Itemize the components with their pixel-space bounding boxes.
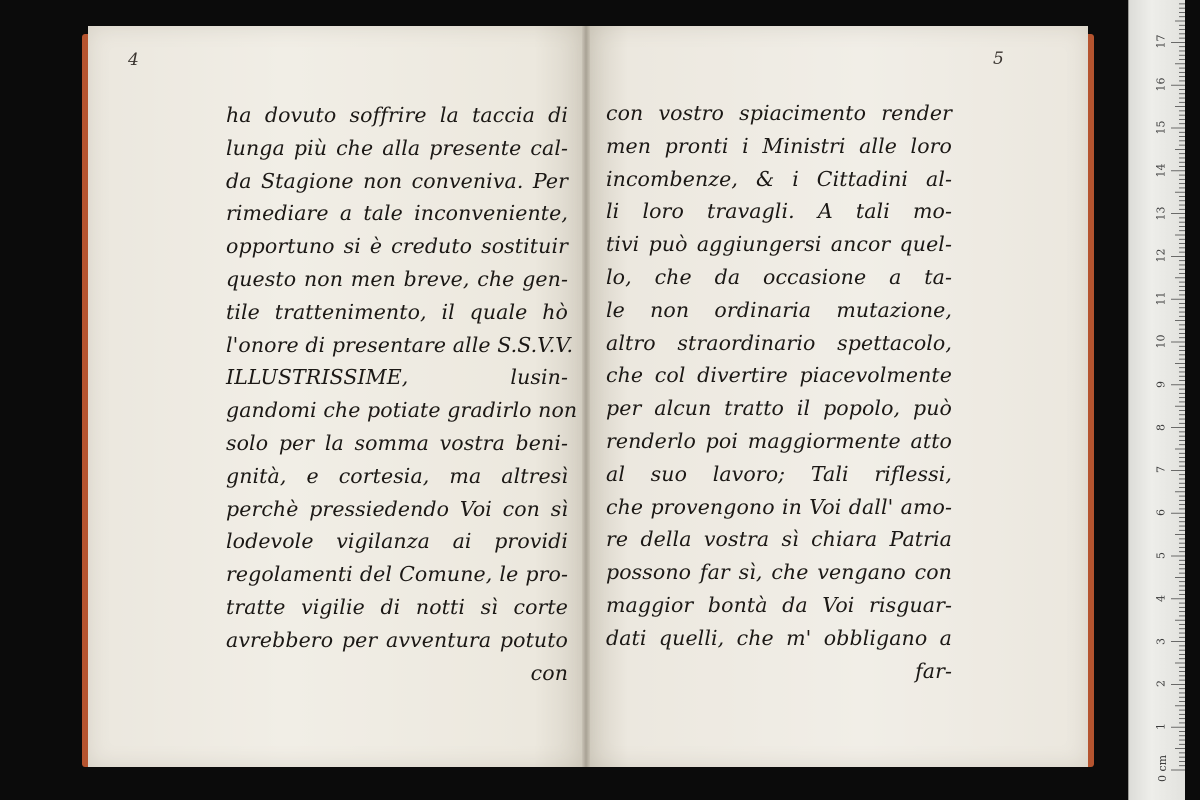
- text-line: avrebbero per avventura potuto: [226, 627, 568, 652]
- ruler-label: 7: [1154, 466, 1168, 474]
- text-line: ILLUSTRISSIME, lusin-: [226, 365, 568, 390]
- catchword: con: [530, 660, 568, 685]
- ruler-label: 12: [1154, 248, 1168, 263]
- text-line: le non ordinaria mutazione,: [606, 297, 952, 322]
- text-line: altro straordinario spettacolo,: [606, 330, 952, 355]
- text-line: regolamenti del Comune, le pro-: [226, 562, 568, 587]
- text-line: perchè pressiedendo Voi con sì: [226, 496, 568, 521]
- left-page-number: 4: [128, 50, 139, 70]
- text-line: solo per la somma vostra beni-: [226, 430, 568, 455]
- ruler-label: 8: [1154, 423, 1168, 431]
- text-line: l'onore di presentare alle S.S.V.V.: [226, 332, 574, 357]
- ruler-label: 13: [1154, 206, 1168, 221]
- right-page-text: [606, 97, 952, 687]
- ruler-label: 4: [1154, 594, 1168, 602]
- text-line: tile trattenimento, il quale hò: [226, 299, 568, 324]
- ruler-label: 10: [1154, 334, 1168, 349]
- ruler-unit-label: 0 cm: [1156, 754, 1170, 783]
- text-line: opportuno si è creduto sostituir: [226, 234, 568, 259]
- text-line: per alcun tratto il popolo, può: [606, 396, 952, 421]
- ruler-label: 16: [1154, 77, 1168, 92]
- text-line: men pronti i Ministri alle loro: [606, 133, 952, 158]
- text-line: lunga più che alla presente cal-: [226, 135, 568, 160]
- text-line: che provengono in Voi dall' amo-: [606, 494, 952, 519]
- text-line: con vostro spiacimento render: [606, 101, 952, 125]
- text-line: gnità, e cortesia, ma altresì: [226, 463, 568, 488]
- left-page-text: [226, 99, 578, 689]
- text-line: incombenze, & i Cittadini al-: [606, 166, 952, 191]
- text-line: questo non men breve, che gen-: [226, 266, 568, 291]
- text-line: che col divertire piacevolmente: [606, 363, 952, 388]
- text-line: lodevole vigilanza ai providi: [226, 529, 568, 554]
- text-line: rimediare a tale inconveniente,: [226, 201, 568, 226]
- text-line: dati quelli, che m' obbligano a: [606, 625, 952, 650]
- ruler-label: 2: [1154, 680, 1168, 688]
- ruler-label: 6: [1154, 509, 1168, 517]
- ruler-label: 5: [1154, 552, 1168, 559]
- text-line: possono far sì, che vengano con: [606, 560, 952, 585]
- ruler-label: 3: [1154, 637, 1168, 645]
- text-line: re della vostra sì chiara Patria: [606, 527, 952, 552]
- text-line: da Stagione non conveniva. Per: [226, 168, 568, 193]
- ruler-label: 9: [1154, 380, 1168, 388]
- text-line: tratte vigilie di notti sì corte: [226, 594, 568, 619]
- ruler-label: 17: [1154, 34, 1168, 49]
- ruler-label: 14: [1154, 163, 1168, 178]
- text-line: tivi può aggiungersi ancor quel-: [606, 232, 952, 257]
- text-line: lo, che da occasione a ta-: [606, 264, 952, 289]
- ruler-label: 15: [1154, 120, 1168, 135]
- text-line: gandomi che potiate gradirlo non: [226, 398, 578, 423]
- catchword: far-: [915, 658, 952, 683]
- ruler-label: 1: [1154, 723, 1168, 731]
- measurement-ruler: [1128, 0, 1185, 800]
- text-line: al suo lavoro; Tali riflessi,: [606, 461, 952, 486]
- ruler-label: 11: [1154, 291, 1168, 306]
- right-page-number: 5: [993, 49, 1004, 69]
- text-line: ha dovuto soffrire la taccia di: [226, 103, 568, 127]
- text-line: maggior bontà da Voi risguar-: [606, 592, 952, 617]
- text-line: renderlo poi maggiormente atto: [606, 428, 952, 453]
- text-line: li loro travagli. A tali mo-: [606, 199, 952, 224]
- book-gutter: [582, 26, 590, 767]
